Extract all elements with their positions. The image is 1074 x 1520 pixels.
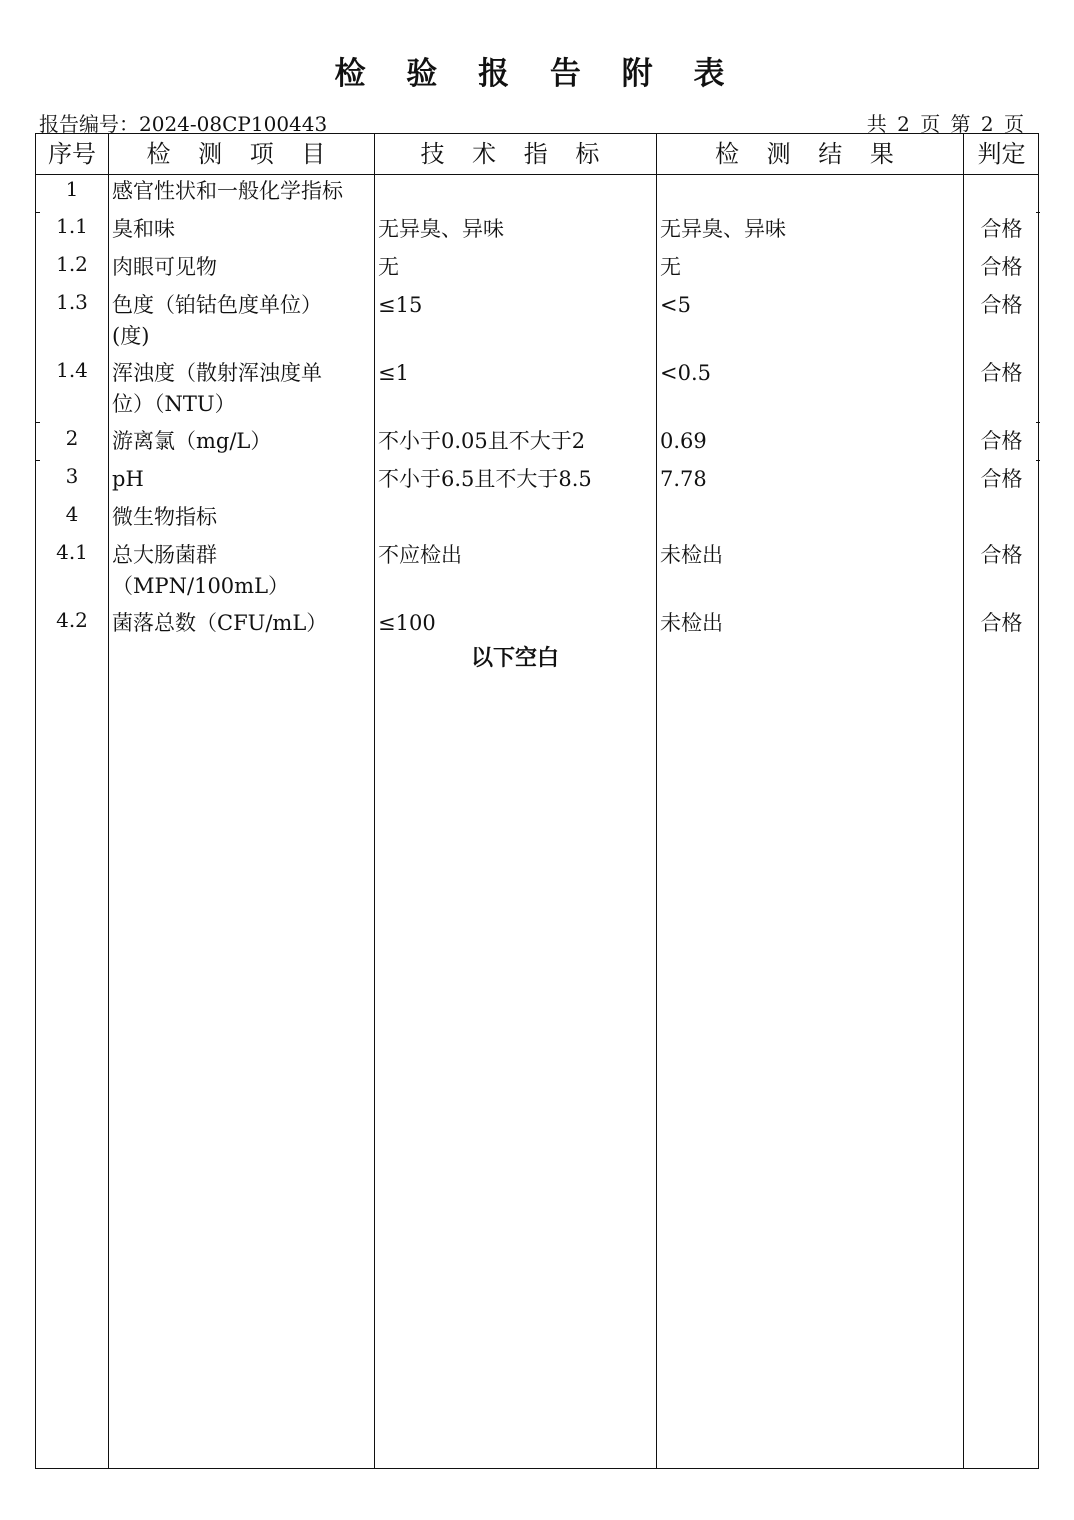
row-no: 2 <box>65 426 79 450</box>
blank-below-note: 以下空白 <box>470 646 559 671</box>
row-item: 游离氯（mg/L） <box>112 429 272 453</box>
header-verdict: 判定 <box>977 140 1026 168</box>
col-divider <box>963 134 964 1468</box>
row-item-line2: (度) <box>112 324 150 348</box>
header-divider <box>36 174 1038 175</box>
row-spec: 无 <box>378 255 399 279</box>
report-title: 检 验 报 告 附 表 <box>334 56 740 92</box>
row-item: 感官性状和一般化学指标 <box>112 179 343 203</box>
report-number: 报告编号：2024-08CP100443 <box>39 112 328 136</box>
row-result: <0.5 <box>660 361 711 385</box>
header-result: 检 测 结 果 <box>715 140 904 168</box>
row-no: 1.3 <box>56 290 88 314</box>
row-verdict: 合格 <box>980 429 1023 453</box>
row-item: pH <box>112 467 144 491</box>
row-verdict: 合格 <box>980 217 1023 241</box>
header-item: 检 测 项 目 <box>146 140 336 168</box>
row-item: 总大肠菌群 <box>112 543 217 567</box>
row-verdict: 合格 <box>980 361 1023 385</box>
row-result: 无异臭、异味 <box>660 217 786 241</box>
row-no: 1.2 <box>56 252 88 276</box>
row-no: 1.4 <box>56 358 88 382</box>
row-item-line2: （MPN/100mL） <box>112 574 290 598</box>
row-result: 无 <box>660 255 681 279</box>
row-item: 臭和味 <box>112 217 175 241</box>
row-no: 1 <box>65 177 79 201</box>
header-spec: 技 术 指 标 <box>420 140 610 168</box>
row-no: 4.1 <box>56 540 88 564</box>
col-divider <box>108 134 109 1468</box>
row-item: 菌落总数（CFU/mL） <box>112 611 328 635</box>
row-result: <5 <box>660 293 691 317</box>
row-item: 肉眼可见物 <box>112 255 217 279</box>
row-no: 3 <box>65 464 79 488</box>
col-divider <box>374 134 375 1468</box>
row-verdict: 合格 <box>980 293 1023 317</box>
row-verdict: 合格 <box>980 543 1023 567</box>
row-result: 0.69 <box>660 429 707 453</box>
row-verdict: 合格 <box>980 467 1023 491</box>
row-no: 1.1 <box>56 214 88 238</box>
row-result: 未检出 <box>660 543 723 567</box>
page-indicator: 共 2 页 第 2 页 <box>866 112 1024 136</box>
row-verdict: 合格 <box>980 611 1023 635</box>
row-result: 未检出 <box>660 611 723 635</box>
row-spec: 不小于6.5且不大于8.5 <box>378 467 592 491</box>
row-item: 浑浊度（散射浑浊度单 <box>112 361 322 385</box>
row-spec: 不小于0.05且不大于2 <box>378 429 586 453</box>
row-spec: ≤15 <box>378 293 423 317</box>
row-item: 色度（铂钴色度单位） <box>112 293 322 317</box>
row-verdict: 合格 <box>980 255 1023 279</box>
row-spec: 无异臭、异味 <box>378 217 504 241</box>
row-item: 微生物指标 <box>112 505 217 529</box>
row-no: 4 <box>65 502 79 526</box>
row-spec: 不应检出 <box>378 543 462 567</box>
header-seq: 序号 <box>48 140 96 168</box>
row-item-line2: 位）（NTU） <box>112 392 236 416</box>
row-result: 7.78 <box>660 467 707 491</box>
row-spec: ≤100 <box>378 611 436 635</box>
col-divider <box>656 134 657 1468</box>
results-table <box>35 133 1039 1469</box>
row-no: 4.2 <box>56 608 88 632</box>
row-spec: ≤1 <box>378 361 409 385</box>
